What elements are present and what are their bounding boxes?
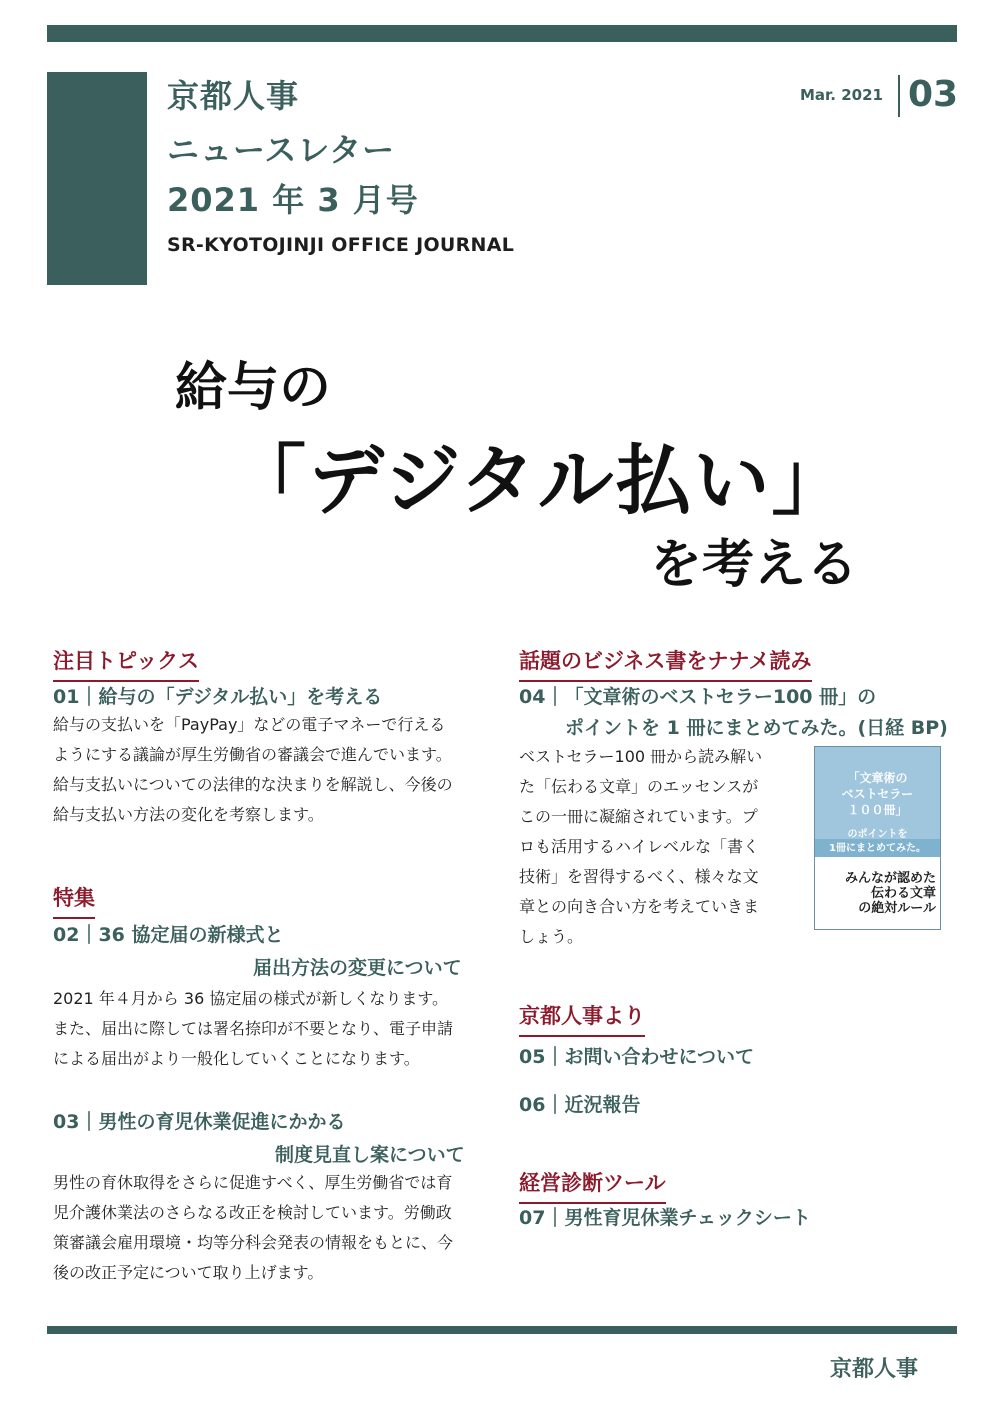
body-line: 児介護休業法のさらなる改正を検討しています。労働政 <box>53 1203 452 1222</box>
toc-item-02-cont[interactable]: 届出方法の変更について <box>253 957 462 979</box>
book-tagline-line: 伝わる文章 <box>870 886 936 901</box>
body-line: 2021 年４月から 36 協定届の様式が新しくなります。 <box>53 989 449 1008</box>
book-tagline-line: の絶対ルール <box>858 901 936 916</box>
body-line: 給与支払いについての法律的な決まりを解説し、今後の <box>53 775 453 794</box>
toc-item-07[interactable]: 07｜男性育児休業チェックシート <box>519 1207 811 1229</box>
toc-item-04[interactable]: 04｜「文章術のベストセラー100 冊」の <box>519 686 877 708</box>
section-topics: 注目トピックス <box>53 645 199 682</box>
toc-item-02[interactable]: 02｜36 協定届の新様式と <box>53 924 284 946</box>
headline-line-3: を考える <box>650 535 859 595</box>
body-line: 給与支払い方法の変化を考察します。 <box>53 805 324 824</box>
masthead-block <box>47 72 147 285</box>
book-title-line: ベストセラー <box>841 787 914 801</box>
body-line: 章との向き合い方を考えていきま <box>519 897 760 916</box>
section-business-books: 話題のビジネス書をナナメ読み <box>519 645 812 682</box>
body-line: 策審議会雇用環境・均等分科会発表の情報をもとに、今 <box>53 1233 454 1252</box>
journal-name: SR-KYOTOJINJI OFFICE JOURNAL <box>167 234 515 256</box>
bottom-rule <box>47 1326 957 1334</box>
book-cover-lower <box>815 857 940 929</box>
body-line: 男性の育休取得をさらに促進すべく、厚生労働省では育 <box>53 1173 453 1192</box>
body-line: 技術」を習得するべく、様々な文 <box>519 867 759 886</box>
book-cover-image <box>814 746 941 930</box>
toc-item-05[interactable]: 05｜お問い合わせについて <box>519 1046 755 1068</box>
toc-body-03 <box>53 1168 453 1288</box>
toc-body-01 <box>53 710 453 830</box>
issue-date: Mar. 2021 <box>800 86 883 104</box>
body-line: また、届出に際しては署名捺印が不要となり、電子申請 <box>53 1019 454 1038</box>
masthead-title-3: 2021 年 3 月号 <box>167 181 419 219</box>
toc-item-03-cont[interactable]: 制度見直し案について <box>275 1144 465 1166</box>
body-line: ようにする議論が厚生労働省の審議会で進んでいます。 <box>53 745 452 764</box>
date-divider <box>898 75 900 117</box>
body-line: による届出がより一般化していくことになります。 <box>53 1049 420 1068</box>
section-from-kyotojinji: 京都人事より <box>519 1000 645 1037</box>
book-tagline-line: みんなが認めた <box>844 871 936 886</box>
body-line: た「伝わる文章」のエッセンスが <box>519 777 759 796</box>
masthead-title-2: ニュースレター <box>167 131 396 169</box>
toc-item-04-cont[interactable]: ポイントを 1 冊にまとめてみた。(日経 BP) <box>565 717 948 739</box>
section-feature: 特集 <box>53 882 95 919</box>
headline-line-2: 「デジタル払い」 <box>230 436 850 525</box>
body-line: しょう。 <box>519 927 584 946</box>
footer-publisher: 京都人事 <box>830 1357 919 1382</box>
body-line: この一冊に凝縮されています。プ <box>519 807 758 826</box>
toc-body-04 <box>519 742 804 952</box>
book-title-line: 「文章術の <box>847 771 908 785</box>
book-subtitle-line: のポイントを <box>847 829 908 840</box>
book-cover-tagline <box>819 871 936 916</box>
toc-item-06[interactable]: 06｜近況報告 <box>519 1094 641 1116</box>
headline-line-1: 給与の <box>175 358 332 418</box>
masthead-title-1: 京都人事 <box>167 77 300 115</box>
body-line: 給与の支払いを「PayPay」などの電子マネーで行える <box>53 715 446 734</box>
section-diagnostic-tool: 経営診断ツール <box>519 1167 666 1204</box>
issue-number: 03 <box>908 74 959 115</box>
book-title-line: １００冊」 <box>847 803 908 817</box>
body-line: ロも活用するハイレベルな「書く <box>519 837 760 856</box>
body-line: ベストセラー100 冊から読み解い <box>519 747 763 766</box>
toc-item-03[interactable]: 03｜男性の育児休業促進にかかる <box>53 1111 346 1133</box>
book-subtitle-line: 1冊にまとめてみた。 <box>829 843 926 854</box>
toc-body-02 <box>53 984 453 1074</box>
toc-item-01[interactable]: 01｜給与の「デジタル払い」を考える <box>53 686 383 708</box>
body-line: 後の改正予定について取り上げます。 <box>53 1263 324 1282</box>
top-rule <box>47 25 957 42</box>
